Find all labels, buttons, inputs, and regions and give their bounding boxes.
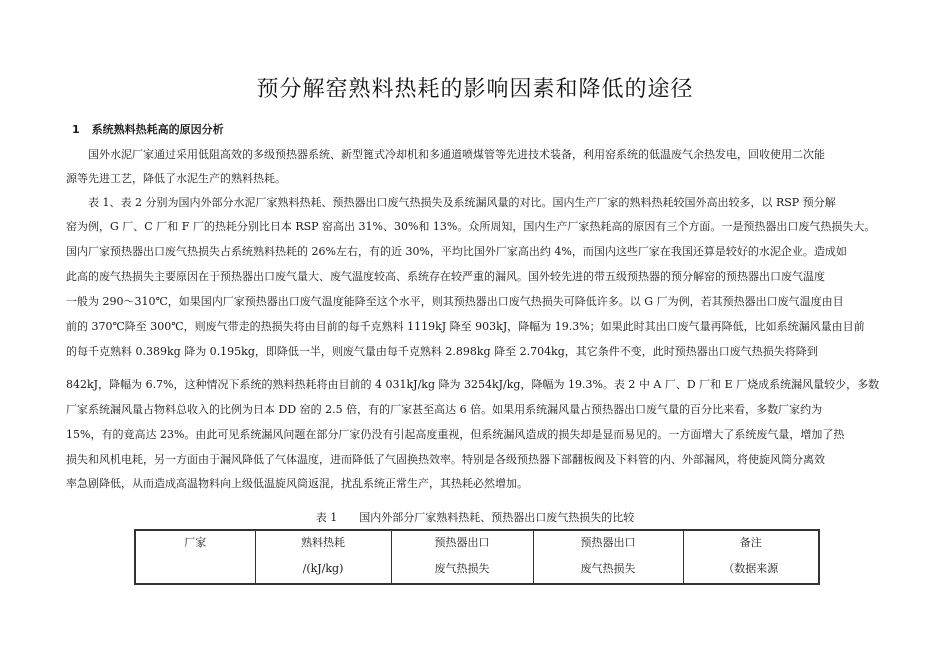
paragraph-line: 窑为例，G 厂、C 厂和 F 厂的热耗分别比日本 RSP 窑高出 31%、30%和 13%。众所周知，国内生产厂家热耗高的原因有三个方面。一是预热器出口废气热损失大。 — [66, 220, 876, 233]
paragraph-line: 国内厂家预热器出口废气热损失占系统熟料热耗的 26%左右，有的近 30%，平均比国外厂家高出约 4%，而国内这些厂家在我国还算是较好的水泥企业。造成如 — [66, 245, 847, 258]
paragraph-line: 842kJ，降幅为 6.7%，这种情况下系统的熟料热耗将由目前的 4 031kJ/kg 降为 3254kJ/kg，降幅为 19.3%。表 2 中 A 厂、D 厂和 E 厂烧成系统漏风量较少，多数 — [66, 378, 880, 391]
table-caption-text: 国内外部分厂家熟料热耗、预热器出口废气热损失的比较 — [359, 511, 635, 524]
table-header-cell — [135, 530, 255, 584]
table-header-cell — [255, 530, 391, 584]
paragraph-line: 前的 370℃降至 300℃，则废气带走的热损失将由目前的每千克熟料 1119kJ 降至 903kJ，降幅为 19.3%；如果此时其出口废气量再降低，比如系统漏风量由目前 — [66, 320, 865, 333]
header-line-1: 厂家 — [184, 536, 207, 549]
paragraph-line: 源等先进工艺，降低了水泥生产的熟料热耗。 — [66, 172, 286, 185]
paragraph-line: 厂家系统漏风量占物料总收入的比例为日本 DD 窑的 2.5 倍，有的厂家甚至高达 6 倍。如果用系统漏风量占预热器出口废气量的百分比来看，多数厂家约为 — [66, 403, 823, 416]
paragraph-line: 15%，有的竟高达 23%。由此可见系统漏风问题在部分厂家仍没有引起高度重视，但系统漏风造成的损失却是显而易见的。一方面增大了系统废气量，增加了热 — [66, 428, 845, 441]
header-line-1: 预热器出口 — [434, 536, 490, 549]
header-line-2: 废气热损失 — [580, 562, 636, 575]
paragraph-line: 国外水泥厂家通过采用低阻高效的多级预热器系统、新型篦式冷却机和多通道喷煤管等先进技术装备，利用窑系统的低温废气余热发电，回收使用二次能 — [88, 148, 825, 161]
section-heading — [72, 121, 224, 137]
table-header-row — [135, 530, 819, 584]
table-header-cell — [533, 530, 683, 584]
table-header-cell — [391, 530, 533, 584]
comparison-table — [134, 529, 820, 585]
paragraph-line: 一般为 290～310℃，如果国内厂家预热器出口废气温度能降至这个水平，则其预热器出口废气热损失可降低许多。以 G 厂为例，若其预热器出口废气温度由目 — [66, 295, 844, 308]
table-caption — [0, 509, 950, 525]
paragraph-line: 表 1、表 2 分别为国内外部分水泥厂家熟料热耗、预热器出口废气热损失及系统漏风量的对比。国内生产厂家的熟料热耗较国外高出较多，以 RSP 预分解 — [88, 196, 836, 209]
paragraph-line: 率急剧降低，从而造成高温物料向上级低温旋风筒返混，扰乱系统正常生产，其热耗必然增加。 — [66, 477, 528, 490]
header-line-2: /(kJ/kg) — [302, 562, 344, 575]
paragraph-line: 的每千克熟料 0.389kg 降为 0.195kg，即降低一半，则废气量由每千克熟料 2.898kg 降至 2.704kg，其它条件不变，此时预热器出口废气热损失将降到 — [66, 345, 818, 358]
paragraph-line: 损失和风机电耗，另一方面由于漏风降低了气体温度，进而降低了气固换热效率。特别是各级预热器下部翻板阀及下料管的内、外部漏风，将使旋风筒分离效 — [66, 453, 825, 466]
paragraph-line: 此高的废气热损失主要原因在于预热器出口废气量大、废气温度较高、系统存在较严重的漏风。国外较先进的带五级预热器的预分解窑的预热器出口废气温度 — [66, 270, 825, 283]
header-line-2: 废气热损失 — [434, 562, 490, 575]
header-line-1: 预热器出口 — [580, 536, 636, 549]
header-line-1: 备注 — [739, 536, 762, 549]
section-number: 1 — [72, 123, 80, 136]
section-heading-text: 系统熟料热耗高的原因分析 — [91, 123, 224, 136]
header-line-2: （数据来源 — [723, 562, 779, 575]
document-title: 预分解窑熟料热耗的影响因素和降低的途径 — [256, 77, 694, 102]
table-header-cell — [683, 530, 819, 584]
table-caption-number: 表 1 — [315, 511, 338, 524]
header-line-1: 熟料热耗 — [301, 536, 345, 549]
